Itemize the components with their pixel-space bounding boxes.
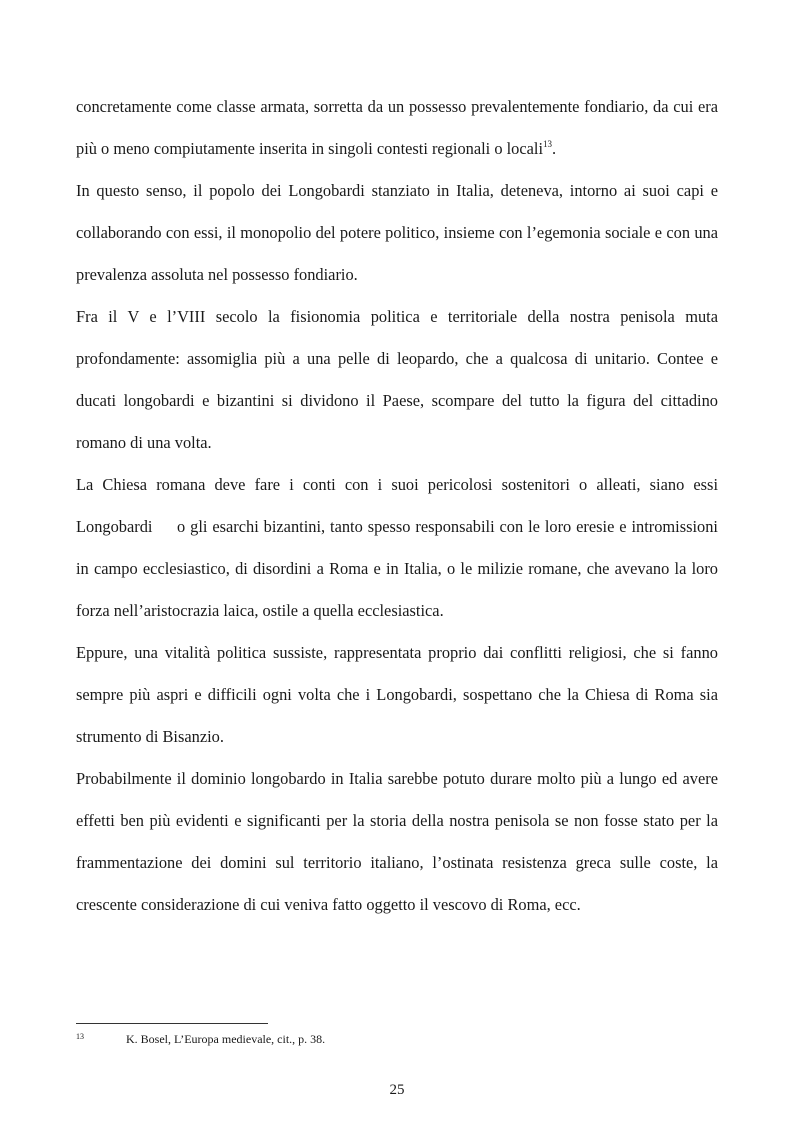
paragraph-1 — [76, 86, 718, 170]
paragraph-6: Probabilmente il dominio longobardo in Italia sarebbe potuto durare molto più a lungo ed avere effetti ben più evidenti e significanti per la storia della nostra penisola se non fosse stato per la frammentazione dei domini sul territorio italiano, l’ostinata resistenza greca sulle coste, la crescente considerazione di cui veniva fatto oggetto il vescovo di Roma, ecc. — [76, 769, 718, 914]
footnote-text: K. Bosel, L’Europa medievale, cit., p. 38. — [126, 1032, 326, 1046]
paragraph-2: In questo senso, il popolo dei Longobardi stanziato in Italia, deteneva, intorno ai suoi capi e collaborando con essi, il monopolio del potere politico, insieme con l’egemonia sociale e con una prevalenza assoluta nel possesso fondiario. — [76, 181, 718, 284]
footnote-reference[interactable]: 13 — [543, 139, 553, 149]
footnote-number: 13 — [76, 1032, 84, 1041]
paragraph-5: Eppure, una vitalità politica sussiste, rappresentata proprio dai conflitti religiosi, che si fanno sempre più aspri e difficili ogni volta che i Longobardi, sospettano che la Chiesa di Roma sia strumento di Bisanzio. — [76, 643, 718, 746]
page-number: 25 — [389, 1082, 405, 1098]
footnote-separator — [76, 1023, 268, 1024]
paragraph-4: La Chiesa romana deve fare i conti con i suoi pericolosi sostenitori o alleati, siano essi Longobardi o gli esarchi bizantini, tanto spesso responsabili con le loro eresie e intromissioni in campo ecclesiastico, di disordini a Roma e in Italia, o le milizie romane, che avevano la loro forza nell’aristocrazia laica, ostile a quella ecclesiastica. — [76, 475, 723, 620]
paragraph-1-end: . — [552, 139, 557, 158]
paragraph-1-text: concretamente come classe armata, sorretta da un possesso prevalentemente fondiario, da cui era più o meno compiutamente inserita in singoli contesti regionali o locali — [76, 97, 718, 158]
body-text — [76, 86, 723, 926]
footnote — [76, 1031, 718, 1047]
paragraph-3: Fra il V e l’VIII secolo la fisionomia politica e territoriale della nostra penisola muta profondamente: assomiglia più a una pelle di leopardo, che a qualcosa di unitario. Contee e ducati longobardi e bizantini si dividono il Paese, scompare del tutto la figura del cittadino romano di una volta. — [76, 307, 718, 452]
